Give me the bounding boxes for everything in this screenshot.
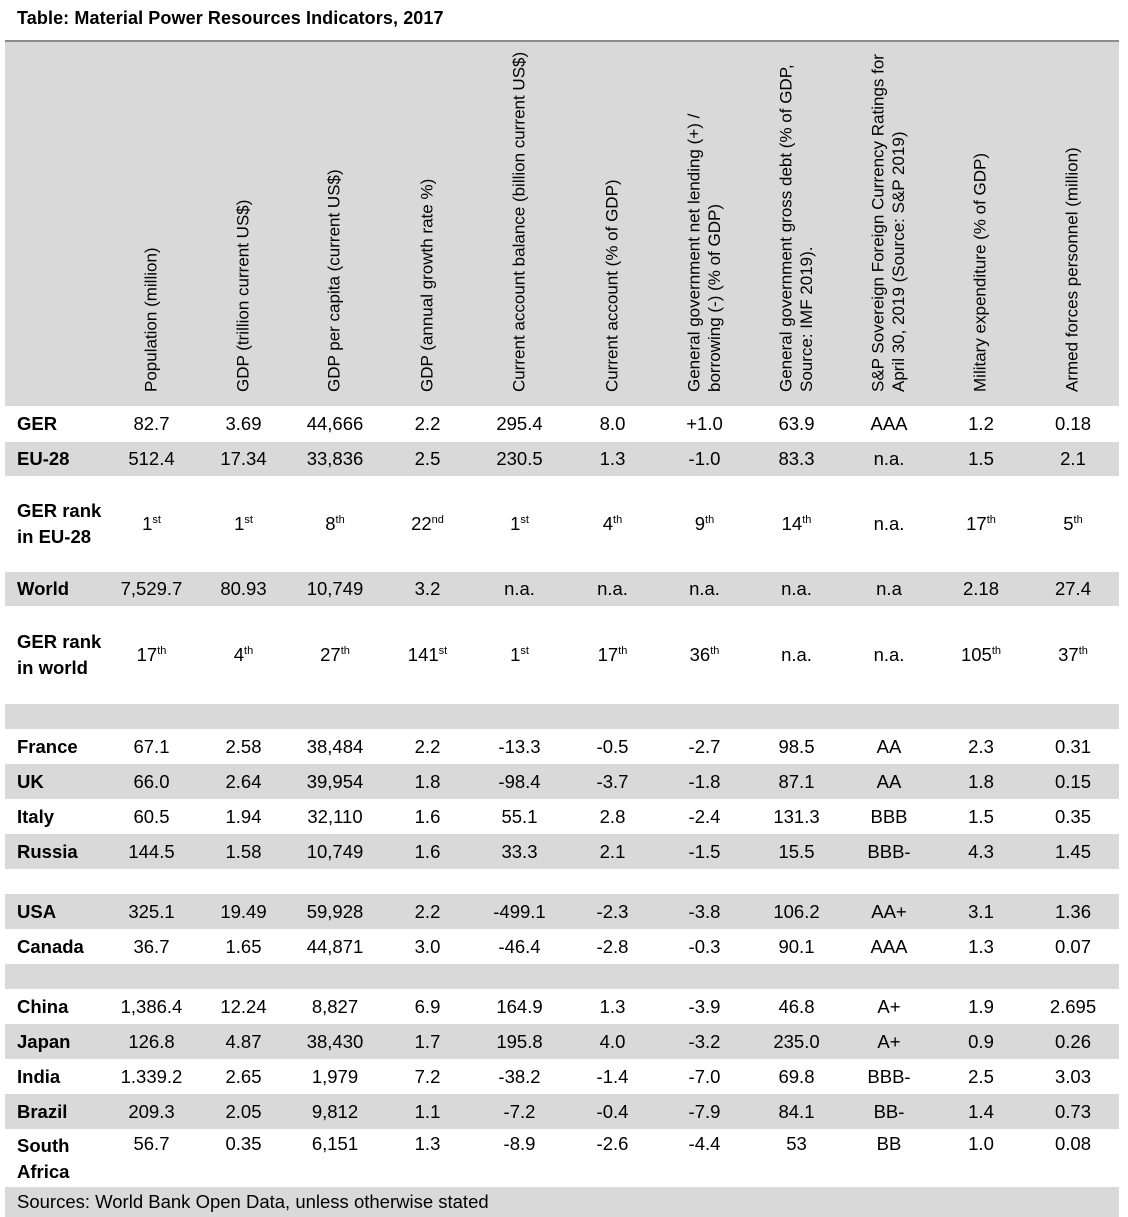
- table-cell: [382, 606, 473, 704]
- column-header-label: Military expenditure (% of GDP): [970, 152, 990, 392]
- column-header-label: Current account (% of GDP): [602, 179, 622, 392]
- table-cell: 1.6: [382, 834, 473, 869]
- table-cell: 230.5: [473, 442, 566, 476]
- rank-number: n.a.: [873, 513, 905, 534]
- rank-number: n.a.: [781, 644, 812, 665]
- column-header: [473, 41, 566, 406]
- table-cell: 512.4: [104, 442, 199, 476]
- table-cell: 3.0: [414, 935, 441, 957]
- header-row: [5, 41, 1119, 406]
- table-cell: 195.8: [473, 1024, 566, 1059]
- table-cell: -2.8: [596, 935, 629, 957]
- table-cell: 2.05: [199, 1094, 288, 1129]
- table-cell: 87.1: [750, 764, 843, 799]
- table-cell: 1.36: [1027, 894, 1119, 929]
- rank-number: 4: [233, 644, 245, 665]
- table-cell: 1.5: [935, 442, 1027, 476]
- table-cell: 27.4: [1027, 572, 1119, 606]
- column-header: [935, 41, 1027, 406]
- table-cell: [843, 476, 935, 572]
- table-cell: -2.4: [688, 805, 721, 827]
- table-cell: 6.9: [414, 995, 441, 1017]
- rank-suffix: th: [802, 513, 812, 526]
- table-cell: 2.2: [414, 735, 441, 757]
- rank-suffix: th: [618, 644, 628, 657]
- table-row: [5, 572, 1119, 606]
- table-cell: 83.3: [750, 442, 843, 476]
- table-cell: 1.3: [599, 995, 626, 1017]
- table-cell: -2.3: [566, 894, 659, 929]
- table-cell: 0.26: [1027, 1024, 1119, 1059]
- table-cell: 84.1: [750, 1094, 843, 1129]
- table-cell: 3.03: [1054, 1065, 1091, 1087]
- rank-number: 27: [320, 644, 341, 665]
- table-cell: n.a.: [750, 572, 843, 606]
- table-cell: [1027, 606, 1119, 704]
- rank-suffix: st: [520, 513, 529, 526]
- table-cell: 38,484: [306, 735, 364, 757]
- table-cell: A+: [877, 995, 901, 1017]
- table-cell: AA+: [843, 894, 935, 929]
- table-cell: 106.2: [750, 894, 843, 929]
- table-cell: 10,749: [288, 572, 382, 606]
- table-cell: AA: [843, 764, 935, 799]
- row-label: Russia: [5, 834, 104, 869]
- table-cell: 3.1: [935, 894, 1027, 929]
- table-cell: 4.3: [935, 834, 1027, 869]
- table-cell: 1.8: [935, 764, 1027, 799]
- table-cell: 0.35: [1054, 805, 1091, 827]
- table-cell: 32,110: [307, 805, 363, 827]
- table-cell: 19.49: [199, 894, 288, 929]
- separator-cell: [5, 964, 1119, 989]
- table-cell: 59,928: [288, 894, 382, 929]
- table-cell: -8.9: [503, 1133, 536, 1154]
- table-cell: 2.65: [225, 1065, 262, 1087]
- table-cell: 12.24: [220, 995, 267, 1017]
- table-row: [5, 729, 1119, 764]
- separator-cell: [5, 869, 1119, 894]
- table-row: [5, 442, 1119, 476]
- table-cell: 2.58: [225, 735, 262, 757]
- table-cell: 2.5: [968, 1065, 994, 1087]
- table-row: [5, 989, 1119, 1024]
- column-header: [104, 41, 199, 406]
- rank-suffix: st: [438, 644, 448, 657]
- table-cell: -4.4: [688, 1133, 721, 1154]
- table-body: [5, 406, 1119, 1217]
- table-cell: [566, 476, 659, 572]
- table-cell: 90.1: [778, 935, 815, 957]
- rank-number: n.a.: [873, 644, 905, 665]
- rank-number: 5: [1063, 513, 1074, 534]
- row-label: Italy: [17, 805, 55, 827]
- table-row: [5, 606, 1119, 704]
- table-cell: [843, 606, 935, 704]
- table-row: [5, 799, 1119, 834]
- rank-suffix: th: [1073, 513, 1083, 526]
- rank-suffix: th: [991, 644, 1002, 657]
- table-cell: 8.0: [599, 413, 626, 434]
- row-label: Japan: [5, 1024, 104, 1059]
- row-label: Canada: [17, 935, 84, 957]
- rank-suffix: th: [705, 513, 715, 526]
- rank-number: 14: [781, 513, 803, 534]
- rank-suffix: th: [613, 513, 623, 526]
- table-cell: 209.3: [104, 1094, 199, 1129]
- table-cell: 1.58: [199, 834, 288, 869]
- table-cell: 1.2: [968, 413, 994, 434]
- table-cell: 0.31: [1054, 735, 1091, 757]
- table-cell: AA: [876, 735, 902, 757]
- column-header-label: GDP (annual growth rate %): [417, 178, 437, 392]
- table-cell: 1.1: [382, 1094, 473, 1129]
- table-cell: 2.8: [599, 805, 626, 827]
- table-cell: 1.3: [566, 442, 659, 476]
- table-cell: 1.94: [225, 805, 262, 827]
- source-row: [5, 1187, 1119, 1217]
- separator-row: [5, 869, 1119, 894]
- table-cell: 39,954: [288, 764, 382, 799]
- table-cell: -38.2: [498, 1065, 541, 1087]
- table-cell: 44,871: [306, 935, 364, 957]
- table-cell: n.a.: [843, 442, 935, 476]
- row-label: UK: [5, 764, 104, 799]
- table-cell: [750, 606, 843, 704]
- table-cell: 17.34: [199, 442, 288, 476]
- table-cell: 295.4: [496, 413, 543, 434]
- table-cell: BBB-: [843, 834, 935, 869]
- table-cell: 0.9: [935, 1024, 1027, 1059]
- table-cell: 4.0: [566, 1024, 659, 1059]
- table-cell: 1.5: [968, 805, 994, 827]
- column-header-label: Current account balance (billion current US$): [509, 51, 529, 392]
- column-header-label: Armed forces personnel (million): [1062, 147, 1082, 392]
- table-row: [5, 929, 1119, 964]
- row-label: China: [17, 995, 69, 1017]
- table-cell: [473, 476, 566, 572]
- rank-suffix: st: [244, 513, 253, 526]
- table-cell: 235.0: [750, 1024, 843, 1059]
- table-cell: 0.35: [225, 1133, 262, 1154]
- row-label: India: [17, 1065, 61, 1087]
- table-cell: -7.9: [659, 1094, 750, 1129]
- row-label: GER rank in world: [17, 631, 102, 678]
- table-cell: 164.9: [496, 995, 543, 1017]
- table-cell: [566, 606, 659, 704]
- table-cell: BB: [876, 1133, 902, 1154]
- table-cell: 2.18: [935, 572, 1027, 606]
- table-cell: -98.4: [473, 764, 566, 799]
- table-cell: BBB: [870, 805, 908, 827]
- table-cell: 1,386.4: [120, 995, 183, 1017]
- rank-suffix: th: [340, 644, 350, 657]
- table-cell: BBB-: [867, 1065, 911, 1087]
- row-label: GER rank in EU-28: [17, 500, 102, 547]
- table-cell: -2.7: [688, 735, 721, 757]
- rank-suffix: th: [157, 644, 167, 657]
- column-header: [288, 41, 382, 406]
- table-title: Table: Material Power Resources Indicators, 2017: [17, 8, 444, 28]
- table-cell: 3.69: [225, 413, 262, 434]
- table-cell: 69.8: [778, 1065, 815, 1087]
- rank-suffix: th: [986, 513, 996, 526]
- rank-number: 17: [966, 513, 987, 534]
- table-cell: -46.4: [498, 935, 541, 957]
- table-row: [5, 764, 1119, 799]
- table-cell: 7,529.7: [104, 572, 199, 606]
- source-note: Sources: World Bank Open Data, unless otherwise stated: [5, 1187, 1119, 1217]
- rank-suffix: st: [520, 644, 529, 657]
- table-cell: 2.3: [968, 735, 994, 757]
- table-cell: 2.64: [199, 764, 288, 799]
- table-cell: AAA: [870, 935, 908, 957]
- table-cell: n.a.: [473, 572, 566, 606]
- table-row: [5, 1129, 1119, 1187]
- table-cell: -3.8: [659, 894, 750, 929]
- table-cell: n.a: [843, 572, 935, 606]
- table-cell: BB-: [843, 1094, 935, 1129]
- row-label: EU-28: [5, 442, 104, 476]
- rank-suffix: nd: [431, 513, 444, 526]
- table-cell: AAA: [870, 413, 908, 434]
- table-cell: -3.9: [688, 995, 721, 1017]
- table-cell: -2.6: [596, 1133, 629, 1154]
- column-header-label: General government gross debt (% of GDP, Source: IMF 2019).: [775, 64, 816, 392]
- table-cell: 10,749: [288, 834, 382, 869]
- table-cell: 2.1: [566, 834, 659, 869]
- table-cell: [104, 476, 199, 572]
- table-cell: -1.4: [596, 1065, 629, 1087]
- table-cell: 33.3: [473, 834, 566, 869]
- table-cell: -1.5: [659, 834, 750, 869]
- column-header-label: General government net lending (+) / borrowing (-) (% of GDP): [683, 113, 724, 392]
- indicators-table: [5, 40, 1119, 1217]
- table-cell: -3.2: [659, 1024, 750, 1059]
- table-cell: 1.7: [382, 1024, 473, 1059]
- table-row: [5, 1059, 1119, 1094]
- column-header-label: GDP (trillion current US$): [233, 199, 253, 392]
- table-cell: 126.8: [104, 1024, 199, 1059]
- table-cell: -1.8: [659, 764, 750, 799]
- table-cell: 4.87: [199, 1024, 288, 1059]
- table-cell: [288, 476, 382, 572]
- header-corner: [5, 41, 104, 406]
- row-label: France: [17, 735, 78, 757]
- table-cell: [659, 606, 750, 704]
- row-label: USA: [5, 894, 104, 929]
- table-cell: 1.8: [382, 764, 473, 799]
- table-cell: 1.0: [968, 1133, 994, 1154]
- rank-number: 1: [142, 513, 153, 534]
- table-row: [5, 476, 1119, 572]
- table-cell: 2.695: [1049, 995, 1097, 1017]
- table-cell: n.a.: [659, 572, 750, 606]
- table-cell: n.a.: [566, 572, 659, 606]
- rank-number: 17: [597, 644, 619, 665]
- rank-number: 141: [407, 644, 439, 665]
- table-cell: 1.339.2: [120, 1065, 183, 1087]
- table-cell: 144.5: [104, 834, 199, 869]
- row-label: GER: [17, 413, 58, 435]
- table-cell: 2.2: [382, 894, 473, 929]
- separator-row: [5, 704, 1119, 729]
- table-cell: 8,827: [311, 995, 359, 1017]
- table-cell: 7.2: [414, 1065, 441, 1087]
- table-cell: 56.7: [133, 1133, 170, 1154]
- table-cell: -0.4: [566, 1094, 659, 1129]
- rank-suffix: th: [710, 644, 720, 657]
- table-cell: 55.1: [501, 805, 538, 827]
- table-row: [5, 834, 1119, 869]
- row-label: World: [5, 572, 104, 606]
- table-cell: 1.6: [414, 805, 441, 827]
- table-cell: 66.0: [104, 764, 199, 799]
- column-header-label: GDP per capita (current US$): [324, 169, 344, 392]
- rank-number: 36: [689, 644, 711, 665]
- table-cell: 82.7: [133, 413, 170, 434]
- column-header: [1027, 41, 1119, 406]
- table-cell: [382, 476, 473, 572]
- table-cell: 44,666: [306, 413, 364, 434]
- table-cell: 0.07: [1054, 935, 1091, 957]
- table-cell: 0.18: [1054, 413, 1091, 434]
- table-row: [5, 1094, 1119, 1129]
- table-cell: [659, 476, 750, 572]
- rank-number: 9: [694, 513, 706, 534]
- table-row: [5, 894, 1119, 929]
- rank-number: 1: [510, 644, 521, 665]
- table-cell: [935, 606, 1027, 704]
- column-header-label: S&P Sovereign Foreign Currency Ratings for April 30, 2019 (Source: S&P 2019): [868, 54, 908, 392]
- table-cell: 1.3: [968, 935, 994, 957]
- table-cell: [473, 606, 566, 704]
- column-header: [382, 41, 473, 406]
- table-cell: -3.7: [566, 764, 659, 799]
- table-cell: 46.8: [778, 995, 815, 1017]
- column-header: [566, 41, 659, 406]
- column-header: [659, 41, 750, 406]
- table-row: [5, 1024, 1119, 1059]
- table-cell: 80.93: [199, 572, 288, 606]
- table-cell: 1,979: [311, 1065, 359, 1087]
- table-cell: 325.1: [104, 894, 199, 929]
- table-cell: 6,151: [311, 1133, 359, 1154]
- rank-suffix: th: [1078, 644, 1088, 657]
- rank-suffix: th: [244, 644, 254, 657]
- table-cell: 36.7: [133, 935, 170, 957]
- table-cell: 38,430: [288, 1024, 382, 1059]
- table-cell: 0.73: [1027, 1094, 1119, 1129]
- row-label: South Africa: [17, 1135, 70, 1182]
- table-cell: 2.2: [414, 413, 441, 434]
- column-header: [750, 41, 843, 406]
- table-cell: [935, 476, 1027, 572]
- column-header-label: Population (million): [141, 247, 161, 392]
- table-cell: 1.45: [1027, 834, 1119, 869]
- table-cell: 67.1: [133, 735, 170, 757]
- table-cell: 3.2: [382, 572, 473, 606]
- table-cell: [1027, 476, 1119, 572]
- column-header: [199, 41, 288, 406]
- table-cell: -0.3: [688, 935, 721, 957]
- table-cell: 2.1: [1027, 442, 1119, 476]
- table-cell: 53: [786, 1133, 807, 1154]
- table-cell: [199, 606, 288, 704]
- table-cell: -7.0: [688, 1065, 721, 1087]
- table-cell: 1.65: [225, 935, 262, 957]
- rank-number: 4: [602, 513, 614, 534]
- table-cell: [750, 476, 843, 572]
- table-cell: 60.5: [133, 805, 170, 827]
- row-label: Brazil: [5, 1094, 104, 1129]
- table-cell: -1.0: [659, 442, 750, 476]
- table-cell: 2.5: [382, 442, 473, 476]
- table-row: [5, 406, 1119, 442]
- table-cell: A+: [843, 1024, 935, 1059]
- table-cell: [104, 606, 199, 704]
- table-cell: -499.1: [473, 894, 566, 929]
- table-cell: 1.4: [935, 1094, 1027, 1129]
- table-cell: 33,836: [288, 442, 382, 476]
- rank-number: 1: [510, 513, 521, 534]
- table-cell: 15.5: [750, 834, 843, 869]
- table-cell: [199, 476, 288, 572]
- table-cell: 98.5: [778, 735, 815, 757]
- table-cell: -0.5: [596, 735, 629, 757]
- table-cell: -13.3: [498, 735, 541, 757]
- rank-number: 22: [411, 513, 432, 534]
- separator-cell: [5, 704, 1119, 729]
- table-cell: 0.08: [1054, 1133, 1091, 1154]
- rank-suffix: st: [152, 513, 161, 526]
- rank-number: 105: [960, 644, 992, 665]
- rank-suffix: th: [335, 513, 345, 526]
- separator-row: [5, 964, 1119, 989]
- table-cell: 1.3: [414, 1133, 441, 1154]
- rank-number: 1: [234, 513, 245, 534]
- table-cell: 63.9: [778, 413, 815, 434]
- rank-number: 8: [325, 513, 336, 534]
- table-cell: +1.0: [686, 413, 723, 434]
- rank-number: 17: [136, 644, 158, 665]
- table-cell: 9,812: [288, 1094, 382, 1129]
- table-cell: 0.15: [1027, 764, 1119, 799]
- rank-number: 37: [1058, 644, 1079, 665]
- table-cell: 1.9: [968, 995, 994, 1017]
- table-cell: -7.2: [473, 1094, 566, 1129]
- column-header: [843, 41, 935, 406]
- table-cell: [288, 606, 382, 704]
- table-cell: 131.3: [773, 805, 820, 827]
